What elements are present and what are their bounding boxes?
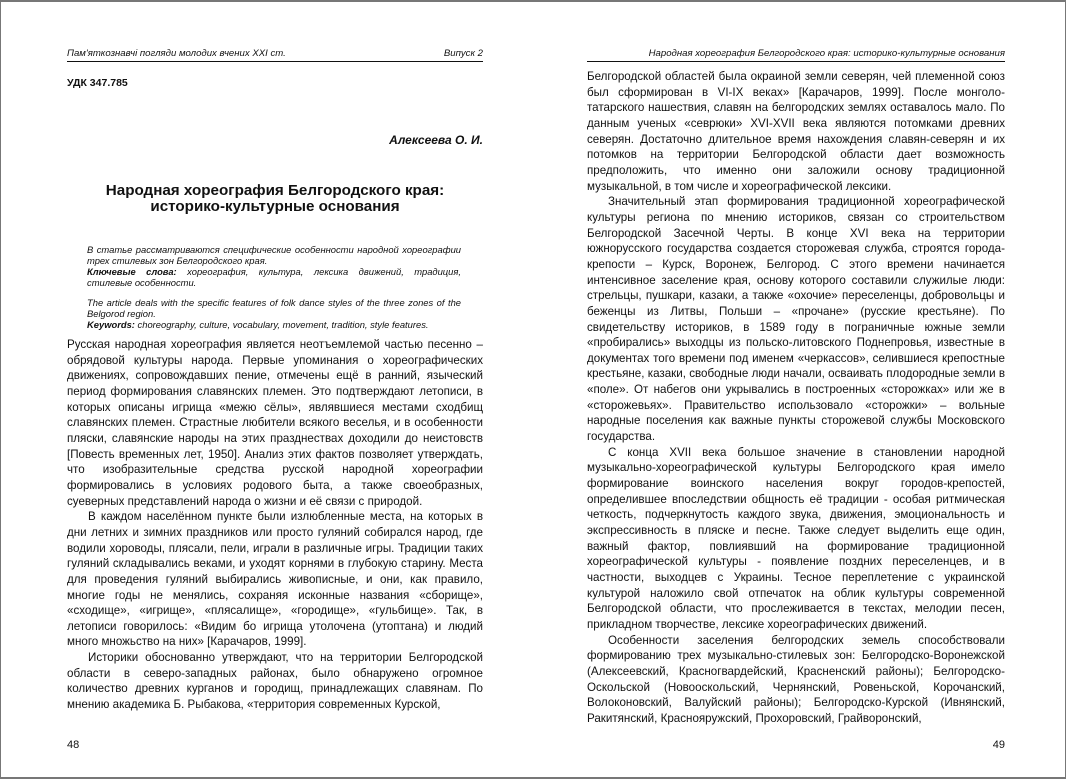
article-title xyxy=(67,183,483,215)
right-body-text xyxy=(587,69,1005,727)
keywords-ru-label: Ключевые слова: xyxy=(87,266,177,277)
paragraph: Белгородской областей была окраиной земли северян, чей племенной союз был сформирован в VI-IX веках» [Карачаров, 1999]. После монголо-татарского нашествия, славян на белгородских землях оставалось мало. По данным ученых «севрюки» XVI-XVII века являются потомками древних северян. Достаточно длительное время нахождения славян-северян и их потомков на территории Белгородской области дает возможность предположить, что именно они заложили основу традиционной музыкальной, в том числе и хореографической лексики. xyxy=(587,70,1005,193)
running-head-left xyxy=(67,48,483,62)
article-author: Алексеева О. И. xyxy=(389,133,483,147)
abstract-russian xyxy=(87,244,461,288)
article-title-line-1: Народная хореография Белгородского края: xyxy=(105,182,445,199)
paragraph: Историки обоснованно утверждают, что на территории Белгородской области в северо-западных районах, было обнаружено огромное количество древних курганов и городищ, принадлежащих славянам. По мнению академика Б. Рыбакова, «территория современных Курской, xyxy=(67,651,483,712)
paragraph: Особенности заселения белгородских земель способствовали формированию трех музыкально-стилевых зон: Белгородско-Воронежской (Алексеевский, Красногвардейский, Красненский районы); Белгородско-Оскольской (Новооскольский, Чернянский, Ровеньской, Корочанский, Волоконовский, Валуйский районы); Белгородско-Курской (Ивнянский, Ракитянский, Краснояружский, Прохоровский, Грайворонский, xyxy=(587,633,1005,725)
page-number-right: 49 xyxy=(992,739,1005,751)
page-number-left: 48 xyxy=(67,739,80,751)
abstract-english xyxy=(87,297,461,330)
journal-title: Пам'яткознавчі погляди молодих вчених XXI ст. xyxy=(67,48,286,59)
abstract-ru-text: В статье рассматриваются специфические особенности народной хореографии трех стилевых зон Белгородского края. xyxy=(87,244,461,266)
running-head-right xyxy=(587,48,1005,62)
udc-code: УДК 347.785 xyxy=(67,77,128,89)
right-page xyxy=(587,2,1005,777)
left-page xyxy=(67,2,483,777)
abstract-en-text: The article deals with the specific features of folk dance styles of the three zones of the Belgorod region. xyxy=(87,297,461,319)
paragraph: С конца XVII века большое значение в становлении народной музыкально-хореографической культуры Белгородского края имело формирование воинского населения вокруг городов-крепостей, определившее впоследствии общность её традиции - особая ритмическая четкость, подчеркнутость каждого звука, движения, эмоциональность и экспрессивность в пляске и песне. Также следует выделить еще один, важный фактор, повлиявший на формирование традиционной хореографической культуры - появление поздних переселенцев, и в частности, выходцев с Украины. Тесное переплетение с украинской культурой наложило свой отпечаток на облик культуры современной Белгородской области, что прослеживается в текстах, мелодии песен, прикладном творчестве, лексике хореографических движений. xyxy=(587,445,1005,631)
paragraph: Русская народная хореография является неотъемлемой частью песенно – обрядовой культуры народа. Первые упоминания о хореографических движениях, сопровождавших пение, отмечены ещё в ранний, языческий период формирования славянских племен. Это подтверждают летописи, в которых описаны игрища «межю сёлы», являвшиеся местами сходбищ славянских племен. Страстные любители всякого веселья, и в особенности пляски, славянские народы на этих празднествах доходили до неистовств [Повесть временных лет, 1950]. Анализ этих фактов позволяет утверждать, что изобразительные средства русской народной хореографии формировались в условиях родового быта, а также своеобразных, суеверных представлений народа о жизни и её связи с природой. xyxy=(67,338,483,508)
article-title-line-2: историко-культурные основания xyxy=(150,198,400,215)
issue-number: Випуск 2 xyxy=(443,48,483,59)
paragraph: В каждом населённом пункте были излюбленные места, на которых в дни летних и зимних праздников или просто гуляний собирался народ, где водили хороводы, плясали, пели, играли в различные игры. Традиции таких гуляний складывались веками, и уходят корнями в глубокую старину. Места для проведения гуляний выбирались живописные, и они, как правило, многие годы не менялись, сохраняя исконные названия «сборище», «сходище», «игрище», «плясалище», «городище», «гульбище». Так, в летописи говорилось: «Видим бо игрища утолочена (утоптана) и людий много множьство на них» [Карачаров, 1999]. xyxy=(67,510,483,649)
left-body-text xyxy=(67,337,483,713)
running-head-article-title: Народная хореография Белгородского края: историко-культурные основания xyxy=(648,48,1005,59)
paragraph: Значительный этап формирования традиционной хореографической культуры региона по мнению историков, связан со строительством Белгородской Засечной Черты. В конце XVI века на территории южнорусского государства создается сторожевая служба, строятся города-крепости – Курск, Воронеж, Белгород. С этого времени начинается интенсивное заселение края, основу которого составили служилые люди: стрельцы, пушкари, казаки, а также «охочие» переселенцы, добровольцы и беженцы из Литвы, Польши – «прочане» (русские крестьяне). По свидетельству историков, в 1589 году в пограничные южные земли «пробирались» выходцы из польско-литовского Поднепровья, известные в документах того времени под именем «черкассов», селившиеся крепостные крестьяне, казаки, свободные люди начали, осваивать плодородные земли в «поле». От набегов они укрывались в построенных «сторожках» или же в «сторожевьях». Правительство использовало «сторожки» – вольные народные поселения как важные пункты сторожевой службы Московского государства. xyxy=(587,195,1005,444)
keywords-en: choreography, culture, vocabulary, movement, tradition, style features. xyxy=(134,319,429,330)
keywords-en-label: Keywords: xyxy=(87,319,135,330)
keywords-ru: хореография, культура, лексика движений, традиция, стилевые особенности. xyxy=(87,266,461,288)
